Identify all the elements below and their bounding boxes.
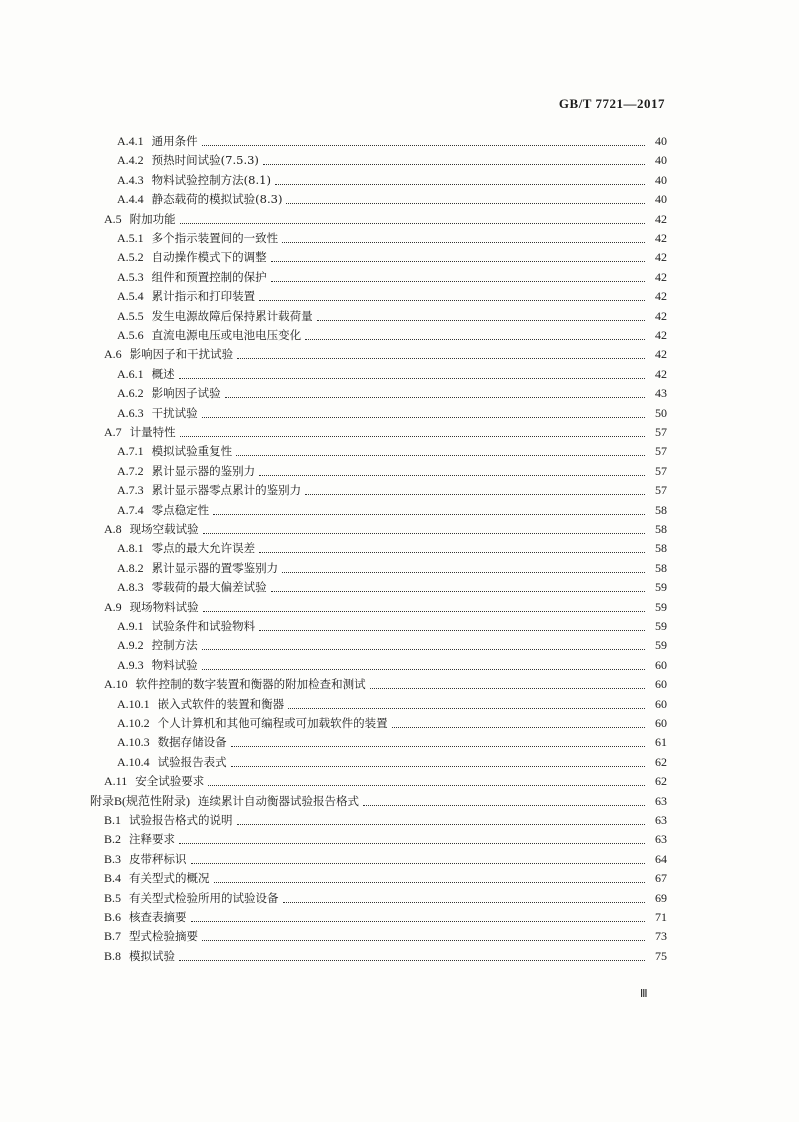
- toc-entry[interactable]: [104, 869, 667, 888]
- toc-entry[interactable]: [117, 578, 667, 597]
- toc-entry-number: B.2: [104, 832, 122, 847]
- toc-entry-number: B.8: [104, 948, 122, 963]
- toc-entry[interactable]: [117, 171, 667, 190]
- toc-entry-number: A.8.3: [117, 580, 144, 595]
- toc-entry[interactable]: [117, 617, 667, 636]
- toc-entry-page: 75: [655, 948, 667, 963]
- toc-entry-number: B.7: [104, 929, 122, 944]
- toc-entry-page: 59: [655, 599, 667, 614]
- toc-entry-title: 物料试验: [151, 657, 198, 672]
- toc-entry-page: 63: [655, 832, 667, 847]
- toc-entry-number: A.4.4: [117, 192, 144, 207]
- toc-entry-page: 40: [655, 172, 667, 187]
- toc-dot-leader: [202, 417, 645, 418]
- toc-entry-title: 干扰试验: [151, 405, 198, 420]
- toc-entry-title: 型式检验摘要: [129, 929, 199, 944]
- toc-dot-leader: [203, 533, 645, 534]
- toc-entry[interactable]: [104, 345, 667, 364]
- toc-entry[interactable]: [104, 210, 667, 229]
- toc-entry-page: 57: [655, 463, 667, 478]
- toc-entry-number: A.6: [104, 347, 122, 362]
- toc-dot-leader: [282, 242, 645, 243]
- toc-dot-leader: [370, 688, 645, 689]
- toc-entry-title: 累计指示和打印装置: [151, 289, 256, 304]
- toc-dot-leader: [363, 805, 645, 806]
- toc-entry-title: 通用条件: [151, 134, 198, 148]
- toc-entry[interactable]: [117, 365, 667, 384]
- toc-dot-leader: [179, 843, 645, 844]
- toc-dot-leader: [231, 766, 645, 767]
- toc-entry-page: 50: [655, 405, 667, 420]
- toc-entry-page: 60: [655, 696, 667, 711]
- toc-dot-leader: [214, 882, 645, 883]
- toc-dot-leader: [259, 300, 645, 301]
- toc-entry[interactable]: [117, 384, 667, 403]
- toc-entry[interactable]: [117, 539, 667, 558]
- toc-entry-page: 64: [655, 851, 667, 866]
- toc-entry[interactable]: [117, 229, 667, 248]
- toc-entry-number: A.4.1: [117, 134, 144, 148]
- toc-entry-title: 组件和预置控制的保护: [151, 269, 267, 284]
- toc-entry-title: 嵌入式软件的装置和衡器: [157, 696, 285, 711]
- toc-entry[interactable]: [117, 307, 667, 326]
- toc-entry-title: 有关型式的概况: [129, 871, 210, 886]
- toc-entry-page: 63: [655, 793, 667, 808]
- toc-entry-title: 软件控制的数字装置和衡器的附加检查和测试: [135, 677, 366, 692]
- toc-entry-title: 多个指示装置间的一致性: [151, 231, 279, 245]
- toc-entry-title: 累计显示器零点累计的鉴别力: [151, 483, 302, 498]
- toc-entry-number: 附录B(规范性附录): [90, 793, 190, 808]
- toc-entry-title: 静态载荷的模拟试验(8.3): [151, 192, 283, 207]
- toc-dot-leader: [202, 940, 645, 941]
- toc-entry-page: 60: [655, 657, 667, 672]
- toc-entry-page: 40: [655, 153, 667, 168]
- toc-entry-title: 概述: [151, 366, 175, 381]
- toc-entry-page: 60: [655, 677, 667, 692]
- toc-entry-page: 71: [655, 910, 667, 924]
- toc-entry-title: 连续累计自动衡器试验报告格式: [198, 793, 359, 808]
- toc-entry[interactable]: [117, 442, 667, 461]
- toc-dot-leader: [191, 921, 645, 922]
- toc-entry-page: 57: [655, 444, 667, 459]
- toc-entry-number: A.7.4: [117, 502, 144, 517]
- toc-entry-number: B.6: [104, 910, 122, 924]
- toc-entry-number: A.11: [104, 774, 128, 789]
- toc-entry-title: 现场物料试验: [129, 599, 199, 614]
- toc-entry-title: 试验报告格式的说明: [129, 813, 233, 827]
- toc-dot-leader: [259, 552, 645, 553]
- toc-entry[interactable]: [117, 248, 667, 267]
- toc-entry-page: 69: [655, 890, 667, 905]
- toc-entry[interactable]: [117, 714, 667, 733]
- toc-dot-leader: [191, 863, 645, 864]
- toc-entry-number: A.10: [104, 677, 128, 692]
- toc-entry-page: 63: [655, 813, 667, 827]
- toc-dot-leader: [305, 339, 645, 340]
- toc-entry-number: A.8.1: [117, 541, 144, 556]
- toc-entry-title: 安全试验要求: [135, 774, 205, 789]
- toc-dot-leader: [237, 358, 645, 359]
- toc-dot-leader: [225, 397, 645, 398]
- toc-entry-title: 计量特性: [129, 425, 176, 439]
- toc-entry-page: 57: [655, 425, 667, 439]
- toc-dot-leader: [259, 475, 645, 476]
- toc-entry[interactable]: [104, 850, 667, 869]
- toc-entry[interactable]: [117, 559, 667, 578]
- toc-entry[interactable]: [117, 501, 667, 520]
- toc-entry[interactable]: [117, 753, 667, 772]
- toc-dot-leader: [202, 145, 645, 146]
- toc-entry[interactable]: [117, 190, 667, 209]
- toc-dot-leader: [283, 902, 645, 903]
- toc-entry-title: 零点的最大允许误差: [151, 541, 256, 556]
- toc-entry-number: A.5.3: [117, 269, 144, 284]
- toc-entry[interactable]: [90, 792, 667, 811]
- toc-entry-title: 试验报告表式: [157, 754, 227, 769]
- toc-entry-number: B.3: [104, 851, 122, 866]
- toc-entry-number: A.4.3: [117, 172, 144, 187]
- toc-entry-page: 42: [655, 231, 667, 245]
- toc-dot-leader: [202, 649, 645, 650]
- toc-dot-leader: [180, 436, 645, 437]
- toc-entry[interactable]: [104, 889, 667, 908]
- toc-entry-title: 注释要求: [129, 832, 176, 847]
- toc-entry[interactable]: [104, 675, 667, 694]
- toc-entry-number: A.5.6: [117, 328, 144, 342]
- toc-entry-number: A.9: [104, 599, 122, 614]
- toc-entry-page: 42: [655, 250, 667, 265]
- toc-entry-page: 62: [655, 774, 667, 789]
- toc-entry-title: 累计显示器的置零鉴别力: [151, 560, 279, 575]
- toc-entry-number: A.7: [104, 425, 122, 439]
- toc-entry-title: 有关型式检验所用的试验设备: [129, 890, 279, 905]
- toc-entry-page: 58: [655, 522, 667, 536]
- toc-entry-number: A.10.2: [117, 716, 150, 730]
- toc-dot-leader: [259, 630, 645, 631]
- toc-dot-leader: [179, 960, 645, 961]
- toc-entry-page: 43: [655, 386, 667, 401]
- toc-dot-leader: [288, 708, 645, 709]
- toc-entry-page: 40: [655, 134, 667, 148]
- toc-entry-page: 61: [655, 735, 667, 750]
- page-folio: Ⅲ: [640, 988, 648, 1000]
- toc-entry-page: 67: [655, 871, 667, 886]
- toc-entry[interactable]: [117, 481, 667, 500]
- toc-entry-number: B.5: [104, 890, 122, 905]
- toc-entry-page: 42: [655, 366, 667, 381]
- toc-entry-page: 59: [655, 638, 667, 653]
- toc-entry-number: A.9.1: [117, 619, 144, 633]
- toc-entry-number: A.10.1: [117, 696, 150, 711]
- toc-entry-title: 零载荷的最大偏差试验: [151, 580, 267, 595]
- toc-entry-title: 预热时间试验(7.5.3): [151, 153, 259, 168]
- toc-entry-number: A.10.4: [117, 754, 150, 769]
- toc-dot-leader: [271, 281, 645, 282]
- toc-entry-number: A.8: [104, 522, 122, 536]
- toc-entry-title: 数据存储设备: [157, 735, 227, 750]
- toc-dot-leader: [208, 785, 645, 786]
- toc-entry[interactable]: [117, 695, 667, 714]
- toc-dot-leader: [317, 320, 645, 321]
- toc-dot-leader: [305, 494, 645, 495]
- toc-entry-page: 58: [655, 541, 667, 556]
- toc-entry-number: A.5: [104, 211, 122, 226]
- toc-entry-number: B.4: [104, 871, 122, 886]
- toc-entry-title: 自动操作模式下的调整: [151, 250, 267, 265]
- toc-entry-number: A.9.2: [117, 638, 144, 653]
- toc-dot-leader: [237, 824, 645, 825]
- toc-dot-leader: [286, 203, 645, 204]
- toc-entry-number: A.5.4: [117, 289, 144, 304]
- toc-entry-number: B.1: [104, 813, 122, 827]
- toc-entry-number: A.4.2: [117, 153, 144, 168]
- toc-entry-number: A.6.3: [117, 405, 144, 420]
- toc-entry-title: 模拟试验: [129, 948, 176, 963]
- toc-entry-title: 附加功能: [129, 211, 176, 226]
- toc-entry[interactable]: [117, 326, 667, 345]
- toc-dot-leader: [392, 727, 645, 728]
- toc-dot-leader: [203, 611, 645, 612]
- toc-entry-number: A.6.2: [117, 386, 144, 401]
- toc-entry-page: 42: [655, 308, 667, 323]
- toc-entry-title: 试验条件和试验物料: [151, 619, 256, 633]
- toc-dot-leader: [271, 261, 645, 262]
- toc-entry-page: 42: [655, 328, 667, 342]
- toc-entry-title: 物料试验控制方法(8.1): [151, 172, 271, 187]
- toc-entry-number: A.5.5: [117, 308, 144, 323]
- toc-entry[interactable]: [117, 151, 667, 170]
- toc-entry[interactable]: [104, 947, 667, 966]
- toc-entry[interactable]: [104, 927, 667, 946]
- toc-dot-leader: [236, 455, 645, 456]
- toc-dot-leader: [263, 164, 645, 165]
- toc-entry-number: A.10.3: [117, 735, 150, 750]
- toc-entry-title: 皮带秤标识: [129, 851, 187, 866]
- toc-entry[interactable]: [104, 811, 667, 830]
- toc-entry-page: 42: [655, 289, 667, 304]
- toc-entry[interactable]: [117, 132, 667, 151]
- toc-entry-page: 60: [655, 716, 667, 730]
- toc-entry-number: A.9.3: [117, 657, 144, 672]
- toc-entry[interactable]: [117, 462, 667, 481]
- toc-entry-page: 73: [655, 929, 667, 944]
- toc-entry-number: A.7.3: [117, 483, 144, 498]
- toc-dot-leader: [213, 514, 645, 515]
- toc-entry-title: 影响因子和干扰试验: [129, 347, 234, 362]
- toc-dot-leader: [271, 591, 645, 592]
- toc-entry[interactable]: [104, 598, 667, 617]
- toc-entry-page: 58: [655, 502, 667, 517]
- toc-entry[interactable]: [104, 423, 667, 442]
- toc-dot-leader: [275, 184, 645, 185]
- toc-entry-page: 40: [655, 192, 667, 207]
- toc-entry-title: 影响因子试验: [151, 386, 221, 401]
- toc-entry-page: 42: [655, 347, 667, 362]
- toc-entry-page: 62: [655, 754, 667, 769]
- toc-entry-title: 累计显示器的鉴别力: [151, 463, 256, 478]
- toc-entry-number: A.5.1: [117, 231, 144, 245]
- toc-entry-page: 42: [655, 269, 667, 284]
- toc-entry-page: 42: [655, 211, 667, 226]
- standard-code: GB/T 7721—2017: [558, 96, 665, 111]
- toc-entry[interactable]: [104, 772, 667, 791]
- toc-entry-title: 现场空载试验: [129, 522, 199, 536]
- toc-entry[interactable]: [117, 656, 667, 675]
- toc-entry[interactable]: [117, 287, 667, 306]
- toc-entry[interactable]: [104, 908, 667, 927]
- toc-entry-number: A.6.1: [117, 366, 144, 381]
- toc-entry-title: 核查表摘要: [129, 910, 187, 924]
- toc-dot-leader: [231, 746, 645, 747]
- toc-entry-page: 59: [655, 619, 667, 633]
- toc-entry-number: A.5.2: [117, 250, 144, 265]
- toc-entry-title: 零点稳定性: [151, 502, 210, 517]
- toc-entry-number: A.7.1: [117, 444, 144, 459]
- toc-entry[interactable]: [117, 268, 667, 287]
- toc-entry[interactable]: [104, 520, 667, 539]
- toc-entry-title: 模拟试验重复性: [151, 444, 233, 459]
- toc-entry-number: A.8.2: [117, 560, 144, 575]
- toc-dot-leader: [180, 223, 645, 224]
- toc-entry[interactable]: [117, 733, 667, 752]
- toc-entry[interactable]: [104, 830, 667, 849]
- toc-entry-page: 58: [655, 560, 667, 575]
- toc-entry-title: 直流电源电压或电池电压变化: [151, 328, 302, 342]
- toc-dot-leader: [202, 669, 645, 670]
- toc-entry-title: 控制方法: [151, 638, 198, 653]
- toc-entry-title: 发生电源故障后保持累计载荷量: [151, 308, 313, 323]
- toc-entry-number: A.7.2: [117, 463, 144, 478]
- toc-entry-title: 个人计算机和其他可编程或可加载软件的装置: [157, 716, 388, 730]
- toc-entry[interactable]: [117, 404, 667, 423]
- toc-entry-page: 57: [655, 483, 667, 498]
- toc-entry-page: 59: [655, 580, 667, 595]
- toc-dot-leader: [179, 378, 645, 379]
- toc-entry[interactable]: [117, 636, 667, 655]
- toc-dot-leader: [282, 572, 645, 573]
